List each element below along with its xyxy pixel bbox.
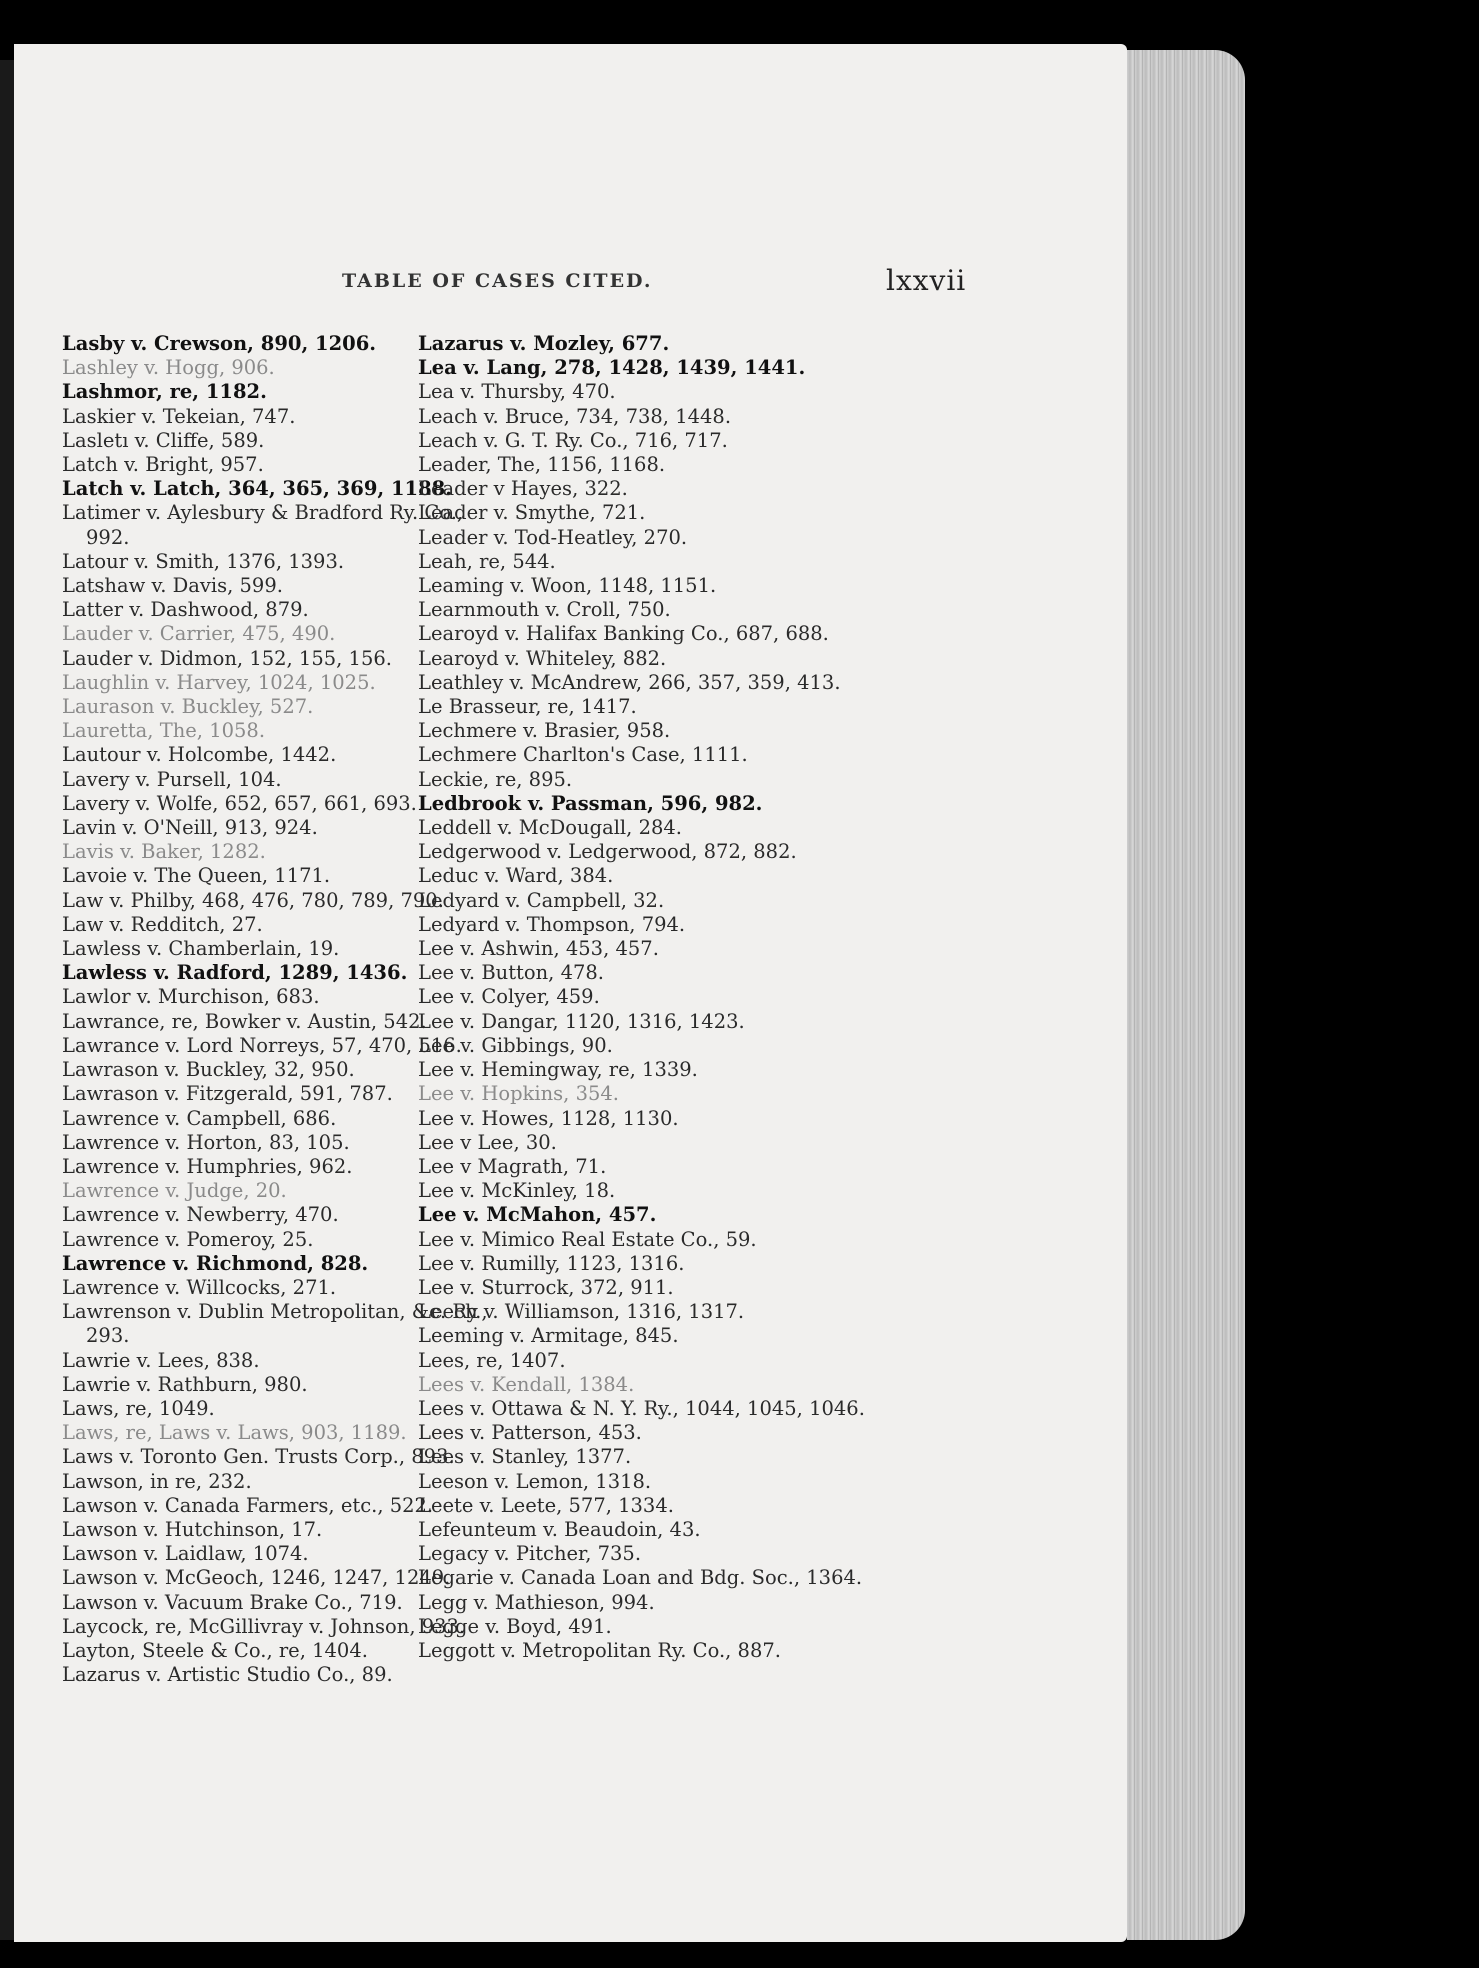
case-entry: Lawless v. Chamberlain, 19. xyxy=(62,937,340,961)
case-entry: Lawson v. Vacuum Brake Co., 719. xyxy=(62,1590,403,1614)
page-number: lxxvii xyxy=(886,264,967,297)
case-entry: Lawrenson v. Dublin Metropolitan, &c. Ry., 293. xyxy=(62,1300,488,1348)
case-entry: Lees v. Ottawa & N. Y. Ry., 1044, 1045, 1046. xyxy=(418,1396,865,1420)
case-entry: Lee v. Gibbings, 90. xyxy=(418,1033,613,1057)
case-entry: Lefeunteum v. Beaudoin, 43. xyxy=(418,1517,701,1541)
case-entry: Layton, Steele & Co., re, 1404. xyxy=(62,1638,368,1662)
case-entry: Lee v. Mimico Real Estate Co., 59. xyxy=(418,1227,757,1251)
case-entry: Laurason v. Buckley, 527. xyxy=(62,695,314,719)
case-entry: Law v. Philby, 468, 476, 780, 789, 790. xyxy=(62,888,444,912)
case-entry: Latshaw v. Davis, 599. xyxy=(62,574,283,598)
case-entry: Lechmere Charlton's Case, 1111. xyxy=(418,743,748,767)
case-entry: Leech v. Williamson, 1316, 1317. xyxy=(418,1300,745,1324)
case-entry: Lavoie v. The Queen, 1171. xyxy=(62,864,331,888)
case-entry: Lawrie v. Lees, 838. xyxy=(62,1348,260,1372)
case-entry: Learnmouth v. Croll, 750. xyxy=(418,598,671,622)
case-entry: Lavin v. O'Neill, 913, 924. xyxy=(62,816,318,840)
case-entry: Lawrence v. Judge, 20. xyxy=(62,1179,287,1203)
case-entry: Leeming v. Armitage, 845. xyxy=(418,1324,679,1348)
case-entry: Lawrence v. Richmond, 828. xyxy=(62,1251,369,1275)
case-entry: Lee v. Sturrock, 372, 911. xyxy=(418,1275,674,1299)
case-entry: Lees v. Stanley, 1377. xyxy=(418,1445,632,1469)
case-entry: Laws, re, 1049. xyxy=(62,1396,215,1420)
case-entry: Leduc v. Ward, 384. xyxy=(418,864,614,888)
case-entry: Lees v. Patterson, 453. xyxy=(418,1421,642,1445)
case-entry: Lawrason v. Buckley, 32, 950. xyxy=(62,1058,355,1082)
case-entry: Leeson v. Lemon, 1318. xyxy=(418,1469,652,1493)
case-entry: Lavery v. Pursell, 104. xyxy=(62,767,282,791)
case-entry: Lavis v. Baker, 1282. xyxy=(62,840,266,864)
case-entry: Le Brasseur, re, 1417. xyxy=(418,695,637,719)
case-entry: Lee v. McMahon, 457. xyxy=(418,1203,657,1227)
right-column xyxy=(418,332,888,1663)
case-entry: Lawrie v. Rathburn, 980. xyxy=(62,1372,308,1396)
case-entry: Lee v Magrath, 71. xyxy=(418,1154,607,1178)
case-entry: Leader, The, 1156, 1168. xyxy=(418,453,666,477)
case-entry: Lea v. Thursby, 470. xyxy=(418,380,616,404)
case-entry: Lawrence v. Horton, 83, 105. xyxy=(62,1130,350,1154)
case-entry: Laskier v. Tekeian, 747. xyxy=(62,404,296,428)
case-entry: Lauretta, The, 1058. xyxy=(62,719,266,743)
case-entry: Latch v. Latch, 364, 365, 369, 1188. xyxy=(62,477,453,501)
case-entry: Lee v. McKinley, 18. xyxy=(418,1179,616,1203)
case-entry: Leaming v. Woon, 1148, 1151. xyxy=(418,574,717,598)
case-entry: Lautour v. Holcombe, 1442. xyxy=(62,743,337,767)
case-entry: Lashley v. Hogg, 906. xyxy=(62,356,275,380)
case-entry: Lazarus v. Artistic Studio Co., 89. xyxy=(62,1663,393,1687)
case-entry: Law v. Redditch, 27. xyxy=(62,912,263,936)
case-entry: Lawrence v. Newberry, 470. xyxy=(62,1203,339,1227)
case-entry: Leah, re, 544. xyxy=(418,549,556,573)
case-entry: Lauder v. Didmon, 152, 155, 156. xyxy=(62,646,392,670)
case-entry: Leach v. Bruce, 734, 738, 1448. xyxy=(418,404,732,428)
case-entry: Lee v Lee, 30. xyxy=(418,1130,557,1154)
case-entry: Lauder v. Carrier, 475, 490. xyxy=(62,622,336,646)
case-entry: Learoyd v. Whiteley, 882. xyxy=(418,646,667,670)
case-entry: Lee v. Rumilly, 1123, 1316. xyxy=(418,1251,685,1275)
case-entry: Legarie v. Canada Loan and Bdg. Soc., 1364. xyxy=(418,1566,863,1590)
case-entry: Legacy v. Pitcher, 735. xyxy=(418,1542,642,1566)
case-entry: Latch v. Bright, 957. xyxy=(62,453,264,477)
case-entry: Leach v. G. T. Ry. Co., 716, 717. xyxy=(418,428,728,452)
case-entry: Leggott v. Metropolitan Ry. Co., 887. xyxy=(418,1638,781,1662)
case-entry: Lawrence v. Campbell, 686. xyxy=(62,1106,337,1130)
case-entry: Lasletı v. Cliffe, 589. xyxy=(62,428,265,452)
case-entry: Lawrason v. Fitzgerald, 591, 787. xyxy=(62,1082,393,1106)
case-entry: Lawless v. Radford, 1289, 1436. xyxy=(62,961,408,985)
case-entry: Lee v. Hemingway, re, 1339. xyxy=(418,1058,698,1082)
case-entry: Lawrance v. Lord Norreys, 57, 470, 516. xyxy=(62,1033,462,1057)
case-entry: Lees v. Kendall, 1384. xyxy=(418,1372,635,1396)
case-entry: Ledbrook v. Passman, 596, 982. xyxy=(418,791,763,815)
running-title: TABLE OF CASES CITED. xyxy=(342,270,653,292)
case-entry: Lawrence v. Willcocks, 271. xyxy=(62,1275,337,1299)
book-spine xyxy=(0,60,14,1940)
case-entry: Ledgerwood v. Ledgerwood, 872, 882. xyxy=(418,840,797,864)
case-entry: Laughlin v. Harvey, 1024, 1025. xyxy=(62,670,376,694)
case-entry: Lea v. Lang, 278, 1428, 1439, 1441. xyxy=(418,356,806,380)
case-entry: Laws v. Toronto Gen. Trusts Corp., 893. xyxy=(62,1445,455,1469)
case-entry: Lee v. Howes, 1128, 1130. xyxy=(418,1106,679,1130)
case-entry: Lazarus v. Mozley, 677. xyxy=(418,332,670,355)
case-entry: Lawlor v. Murchison, 683. xyxy=(62,985,320,1009)
case-entry: Leathley v. McAndrew, 266, 357, 359, 413. xyxy=(418,670,841,694)
case-entry: Latour v. Smith, 1376, 1393. xyxy=(62,549,345,573)
case-entry: Leader v Hayes, 322. xyxy=(418,477,628,501)
case-entry: Lavery v. Wolfe, 652, 657, 661, 693. xyxy=(62,791,417,815)
case-entry: Latimer v. Aylesbury & Bradford Ry. Co., 992. xyxy=(62,501,464,549)
case-entry: Lawson v. McGeoch, 1246, 1247, 1249. xyxy=(62,1566,451,1590)
case-entry: Lashmor, re, 1182. xyxy=(62,380,267,404)
case-entry: Lee v. Colyer, 459. xyxy=(418,985,600,1009)
case-entry: Lawson v. Hutchinson, 17. xyxy=(62,1517,323,1541)
case-entry: Lawson, in re, 232. xyxy=(62,1469,252,1493)
case-entry: Lawson v. Canada Farmers, etc., 522. xyxy=(62,1493,434,1517)
case-entry: Leete v. Leete, 577, 1334. xyxy=(418,1493,674,1517)
case-entry: Leckie, re, 895. xyxy=(418,767,573,791)
case-entry: Ledyard v. Campbell, 32. xyxy=(418,888,665,912)
book-page xyxy=(14,44,1127,1942)
page-edges xyxy=(1127,50,1245,1940)
case-entry: Learoyd v. Halifax Banking Co., 687, 688. xyxy=(418,622,829,646)
case-entry: Lee v. Button, 478. xyxy=(418,961,605,985)
case-entry: Lee v. Dangar, 1120, 1316, 1423. xyxy=(418,1009,745,1033)
case-entry: Laycock, re, McGillivray v. Johnson, 933. xyxy=(62,1614,466,1638)
case-entry: Lawrence v. Humphries, 962. xyxy=(62,1154,353,1178)
case-entry: Legge v. Boyd, 491. xyxy=(418,1614,612,1638)
case-entry: Lawrence v. Pomeroy, 25. xyxy=(62,1227,314,1251)
case-entry: Lechmere v. Brasier, 958. xyxy=(418,719,671,743)
case-entry: Lee v. Ashwin, 453, 457. xyxy=(418,937,659,961)
case-entry: Lee v. Hopkins, 354. xyxy=(418,1082,619,1106)
case-entry: Latter v. Dashwood, 879. xyxy=(62,598,309,622)
case-entry: Lasby v. Crewson, 890, 1206. xyxy=(62,332,377,355)
case-entry: Laws, re, Laws v. Laws, 903, 1189. xyxy=(62,1421,407,1445)
case-entry: Leader v. Smythe, 721. xyxy=(418,501,646,525)
case-entry: Legg v. Mathieson, 994. xyxy=(418,1590,655,1614)
case-entry: Leader v. Tod-Heatley, 270. xyxy=(418,525,688,549)
case-entry: Ledyard v. Thompson, 794. xyxy=(418,912,686,936)
case-entry: Lees, re, 1407. xyxy=(418,1348,566,1372)
case-entry: Lawson v. Laidlaw, 1074. xyxy=(62,1542,309,1566)
case-entry: Lawrance, re, Bowker v. Austin, 542. xyxy=(62,1009,427,1033)
case-entry: Leddell v. McDougall, 284. xyxy=(418,816,682,840)
